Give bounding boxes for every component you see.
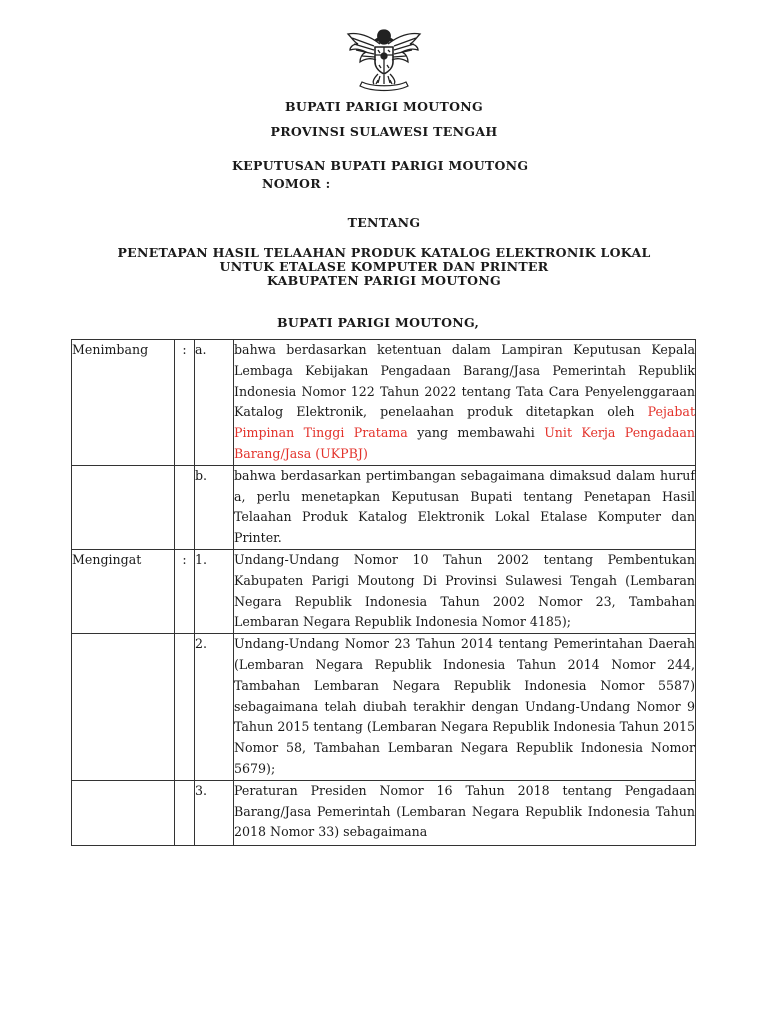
menimbang-row-a: [72, 340, 696, 466]
menimbang-item-a: [234, 340, 696, 466]
item-marker-b: b.: [195, 465, 234, 549]
province-title: PROVINSI SULAWESI TENGAH: [270, 124, 498, 139]
menimbang-item-b: bahwa berdasarkan pertimbangan sebagaimana dimaksud dalam huruf a, perlu menetapkan Keputusan Bupati tentang Penetapan Hasil Telaahan Produk Katalog Elektronik Lokal Etalase Komputer dan Printer.: [234, 465, 696, 549]
subject-line-3: KABUPATEN PARIGI MOUTONG: [266, 273, 502, 288]
item-a-text-1: bahwa berdasarkan ketentuan dalam Lampiran Keputusan Kepala Lembaga Kebijakan Pengadaan Barang/Jasa Pemerintah Republik Indonesia Nomor 122 Tahun 2022 tentang Tata Cara Penyelenggaraan Katalog Elektronik, penelaahan produk ditetapkan oleh: [234, 342, 695, 420]
decree-title: KEPUTUSAN BUPATI PARIGI MOUTONG: [232, 158, 529, 173]
tentang-heading: TENTANG: [347, 215, 421, 230]
mengingat-row-1: [72, 549, 696, 633]
mengingat-row-3: [72, 780, 696, 845]
subject-line-1: PENETAPAN HASIL TELAAHAN PRODUK KATALOG ELEKTRONIK LOKAL: [117, 245, 651, 260]
menimbang-colon: :: [175, 340, 195, 466]
highlight-ukpbj: Unit Kerja Pengadaan Barang/Jasa (UKPBJ): [234, 425, 696, 461]
highlight-pejabat: Pejabat Pimpinan Tinggi Pratama: [234, 404, 695, 441]
considerations-table: [71, 339, 696, 846]
mengingat-label: Mengingat: [72, 549, 175, 633]
menimbang-row-b: [72, 465, 696, 549]
item-marker-2: 2.: [195, 634, 234, 781]
decree-number: NOMOR :: [262, 176, 331, 191]
item-marker-a: a.: [195, 340, 234, 466]
mengingat-item-2: Undang-Undang Nomor 23 Tahun 2014 tentang Pemerintahan Daerah (Lembaran Negara Republik Indonesia Tahun 2014 Nomor 244, Tambahan Lembaran Negara Republik Indonesia Nomor 5587) sebagaimana telah diubah terakhir dengan Undang-Undang Nomor 9 Tahun 2015 tentang (Lembaran Negara Republik Indonesia Tahun 2015 Nomor 58, Tambahan Lembaran Negara Republik Indonesia Nomor 5679);: [234, 634, 696, 781]
issuer-title: BUPATI PARIGI MOUTONG: [285, 99, 483, 114]
menimbang-label: Menimbang: [72, 340, 175, 466]
item-marker-1: 1.: [195, 549, 234, 633]
mengingat-item-3: Peraturan Presiden Nomor 16 Tahun 2018 tentang Pengadaan Barang/Jasa Pemerintah (Lembaran Negara Republik Indonesia Tahun 2018 Nomor 33) sebagaimana: [234, 780, 696, 845]
mengingat-item-1: Undang-Undang Nomor 10 Tahun 2002 tentang Pembentukan Kabupaten Parigi Moutong Di Provinsi Sulawesi Tengah (Lembaran Negara Republik Indonesia Tahun 2002 Nomor 23, Tambahan Lembaran Negara Republik Indonesia Nomor 4185);: [234, 549, 696, 633]
mengingat-row-2: [72, 634, 696, 781]
item-a-text-2: yang membawahi: [407, 425, 545, 441]
mengingat-colon: :: [175, 549, 195, 633]
authority-heading: BUPATI PARIGI MOUTONG,: [277, 315, 480, 330]
item-marker-3: 3.: [195, 780, 234, 845]
subject-line-2: UNTUK ETALASE KOMPUTER DAN PRINTER: [219, 259, 549, 274]
garuda-emblem-icon: [344, 22, 424, 96]
